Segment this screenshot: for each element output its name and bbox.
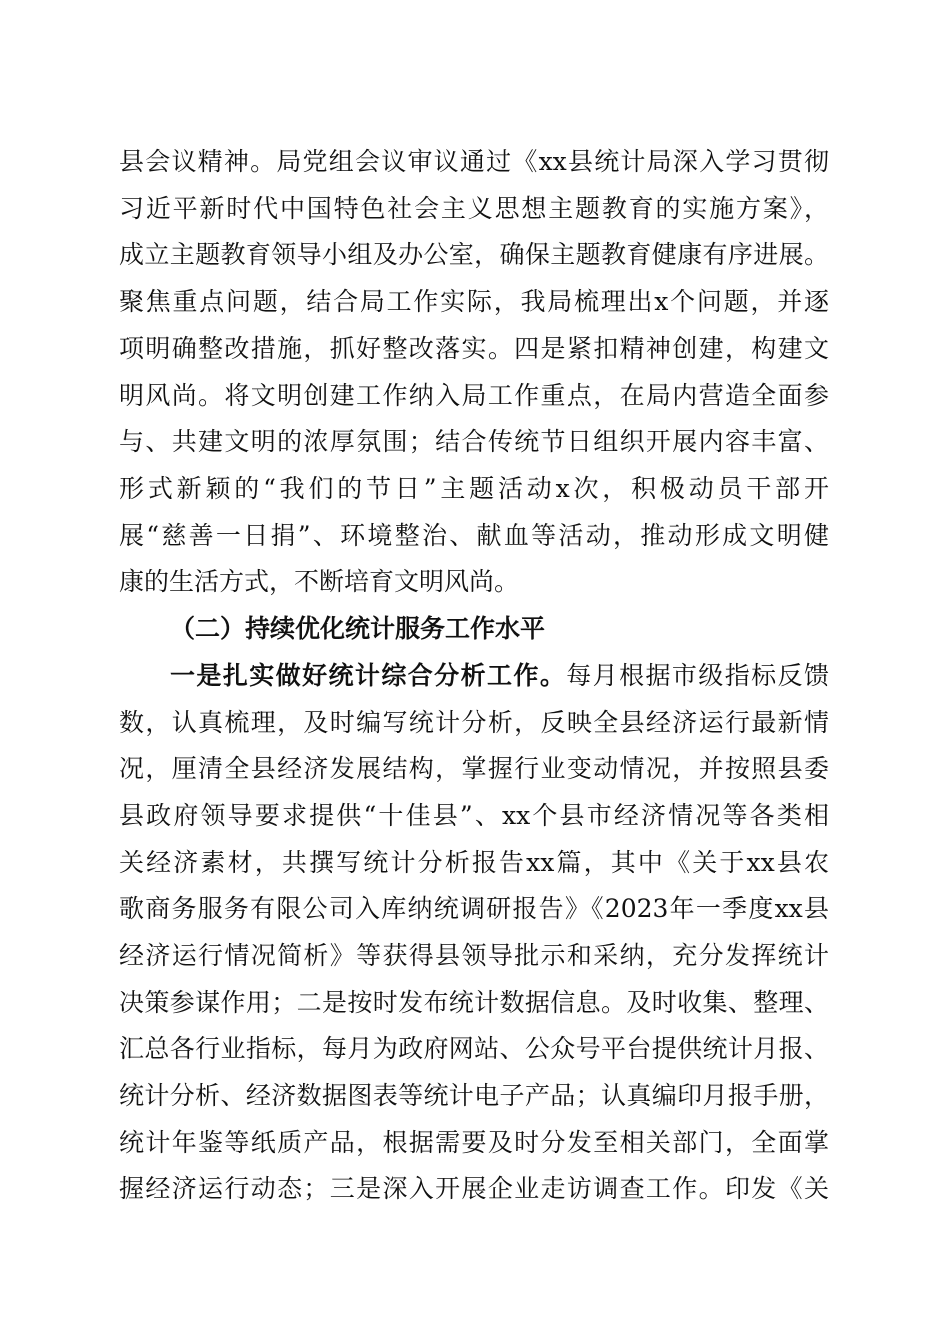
paragraph-2-line-1 xyxy=(170,660,829,692)
paragraph-2-line-11: 统计年鉴等纸质产品，根据需要及时分发至相关部门，全面掌 xyxy=(119,1128,829,1157)
paragraph-1-line-4: 聚焦重点问题，结合局工作实际，我局梳理出x个问题，并逐 xyxy=(119,287,829,316)
paragraph-2-first-rest: 每月根据市级指标反馈 xyxy=(566,661,829,690)
paragraph-1-line-7: 与、共建文明的浓厚氛围；结合传统节日组织开展内容丰富、 xyxy=(119,427,829,456)
paragraph-2-line-5: 关经济素材，共撰写统计分析报告xx篇，其中《关于xx县农 xyxy=(119,848,829,877)
paragraph-2-line-12: 握经济运行动态；三是深入开展企业走访调查工作。印发《关 xyxy=(119,1174,829,1203)
paragraph-2-line-10: 统计分析、经济数据图表等统计电子产品；认真编印月报手册， xyxy=(119,1081,829,1110)
paragraph-2-line-2: 数，认真梳理，及时编写统计分析，反映全县经济运行最新情 xyxy=(119,708,829,737)
paragraph-2-line-4: 县政府领导要求提供“十佳县”、xx个县市经济情况等各类相 xyxy=(119,801,829,830)
section-heading: （二）持续优化统计服务工作水平 xyxy=(170,614,546,643)
paragraph-1-line-1: 县会议精神。局党组会议审议通过《xx县统计局深入学习贯彻 xyxy=(119,147,829,176)
paragraph-2-line-8: 决策参谋作用；二是按时发布统计数据信息。及时收集、整理、 xyxy=(119,988,829,1017)
paragraph-1-line-3: 成立主题教育领导小组及办公室，确保主题教育健康有序进展。 xyxy=(119,240,829,269)
paragraph-2-line-7: 经济运行情况简析》等获得县领导批示和采纳，充分发挥统计 xyxy=(119,941,829,970)
paragraph-1-line-9: 展“慈善一日捐”、环境整治、献血等活动，推动形成文明健 xyxy=(119,521,829,550)
paragraph-1-line-5: 项明确整改措施，抓好整改落实。四是紧扣精神创建，构建文 xyxy=(119,334,829,363)
paragraph-2-line-3: 况，厘清全县经济发展结构，掌握行业变动情况，并按照县委 xyxy=(119,754,829,783)
paragraph-2-line-6: 歌商务服务有限公司入库纳统调研报告》《2023年一季度xx县 xyxy=(119,894,829,923)
paragraph-1-line-10: 康的生活方式，不断培育文明风尚。 xyxy=(119,567,520,596)
paragraph-1-line-6: 明风尚。将文明创建工作纳入局工作重点，在局内营造全面参 xyxy=(119,381,829,410)
paragraph-1-line-8: 形式新颖的“我们的节日”主题活动x次，积极动员干部开 xyxy=(119,474,829,503)
paragraph-2-lead: 一是扎实做好统计综合分析工作。 xyxy=(170,661,567,690)
paragraph-2-line-9: 汇总各行业指标，每月为政府网站、公众号平台提供统计月报、 xyxy=(119,1034,829,1063)
paragraph-1-line-2: 习近平新时代中国特色社会主义思想主题教育的实施方案》， xyxy=(119,194,829,223)
